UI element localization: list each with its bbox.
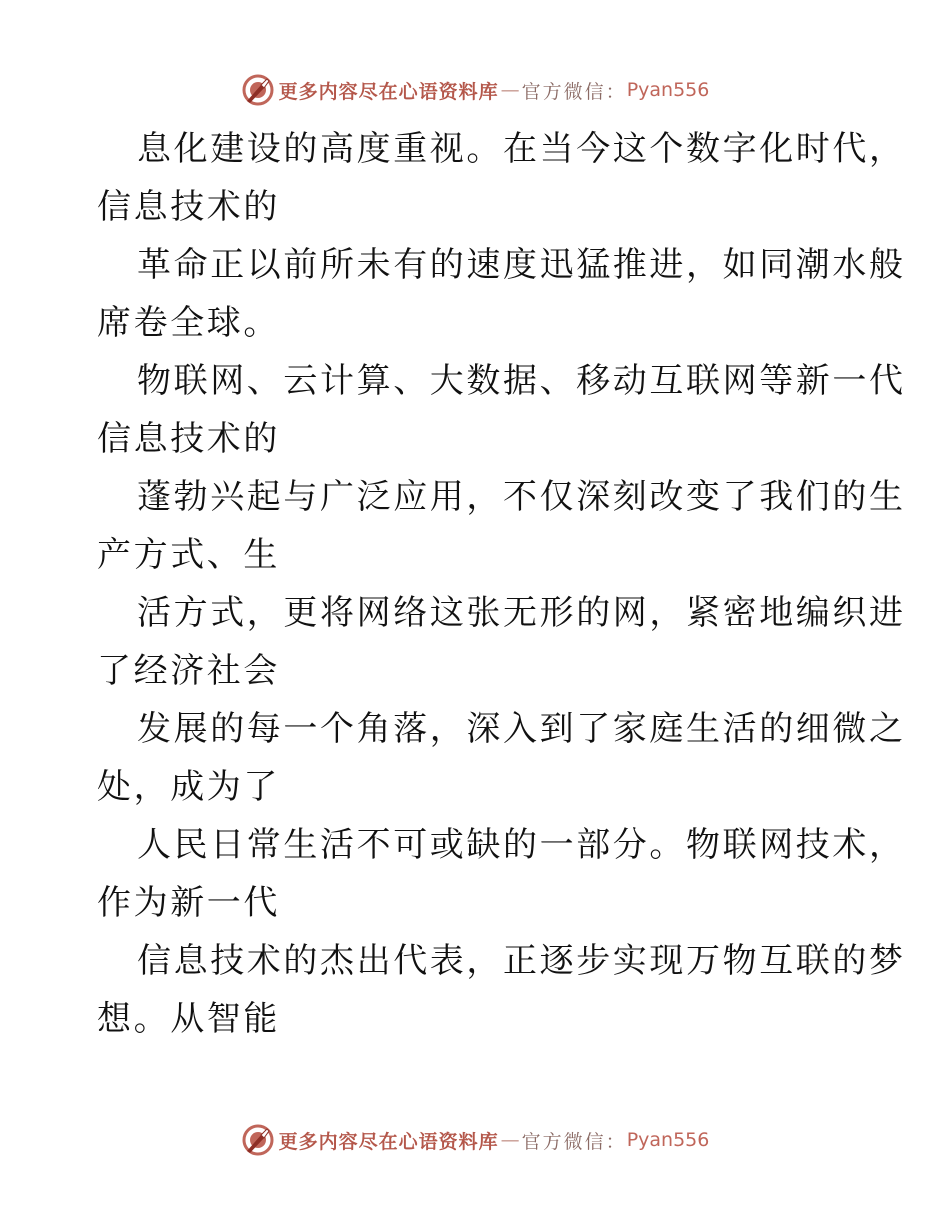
text-line: 产方式、生 bbox=[97, 535, 280, 575]
pen-logo-icon bbox=[241, 73, 275, 107]
banner-separator: — bbox=[500, 79, 520, 101]
text-line: 人民日常生活不可或缺的一部分。物联网技术， bbox=[137, 825, 906, 865]
promo-text: 更多内容尽在心语资料库 bbox=[278, 80, 499, 103]
text-line: 发展的每一个角落，深入到了家庭生活的细微之 bbox=[137, 709, 906, 749]
banner-separator: — bbox=[500, 1129, 520, 1151]
text-line: 了经济社会 bbox=[97, 651, 280, 691]
text-line: 物联网、云计算、大数据、移动互联网等新一代 bbox=[137, 361, 906, 401]
footer-banner bbox=[0, 1120, 950, 1160]
text-line: 席卷全球。 bbox=[97, 303, 280, 343]
wechat-label: 官方微信： bbox=[521, 80, 627, 103]
pen-logo-icon bbox=[241, 1123, 275, 1157]
wechat-id: Pyan556 bbox=[626, 1129, 710, 1151]
text-line: 作为新一代 bbox=[97, 883, 280, 923]
text-line: 想。从智能 bbox=[97, 999, 280, 1039]
text-line: 活方式，更将网络这张无形的网，紧密地编织进 bbox=[137, 593, 906, 633]
text-line: 信息技术的 bbox=[97, 419, 280, 459]
document-body bbox=[97, 120, 906, 1048]
wechat-id: Pyan556 bbox=[626, 79, 710, 101]
wechat-label: 官方微信： bbox=[521, 1130, 627, 1153]
text-line: 革命正以前所未有的速度迅猛推进，如同潮水般 bbox=[137, 245, 906, 285]
text-line: 息化建设的高度重视。在当今这个数字化时代， bbox=[137, 129, 906, 169]
promo-text: 更多内容尽在心语资料库 bbox=[278, 1130, 499, 1153]
text-line: 处，成为了 bbox=[97, 767, 280, 807]
text-line: 信息技术的 bbox=[97, 187, 280, 227]
text-line: 信息技术的杰出代表，正逐步实现万物互联的梦 bbox=[137, 941, 906, 981]
header-banner bbox=[0, 70, 950, 110]
text-line: 蓬勃兴起与广泛应用，不仅深刻改变了我们的生 bbox=[137, 477, 906, 517]
